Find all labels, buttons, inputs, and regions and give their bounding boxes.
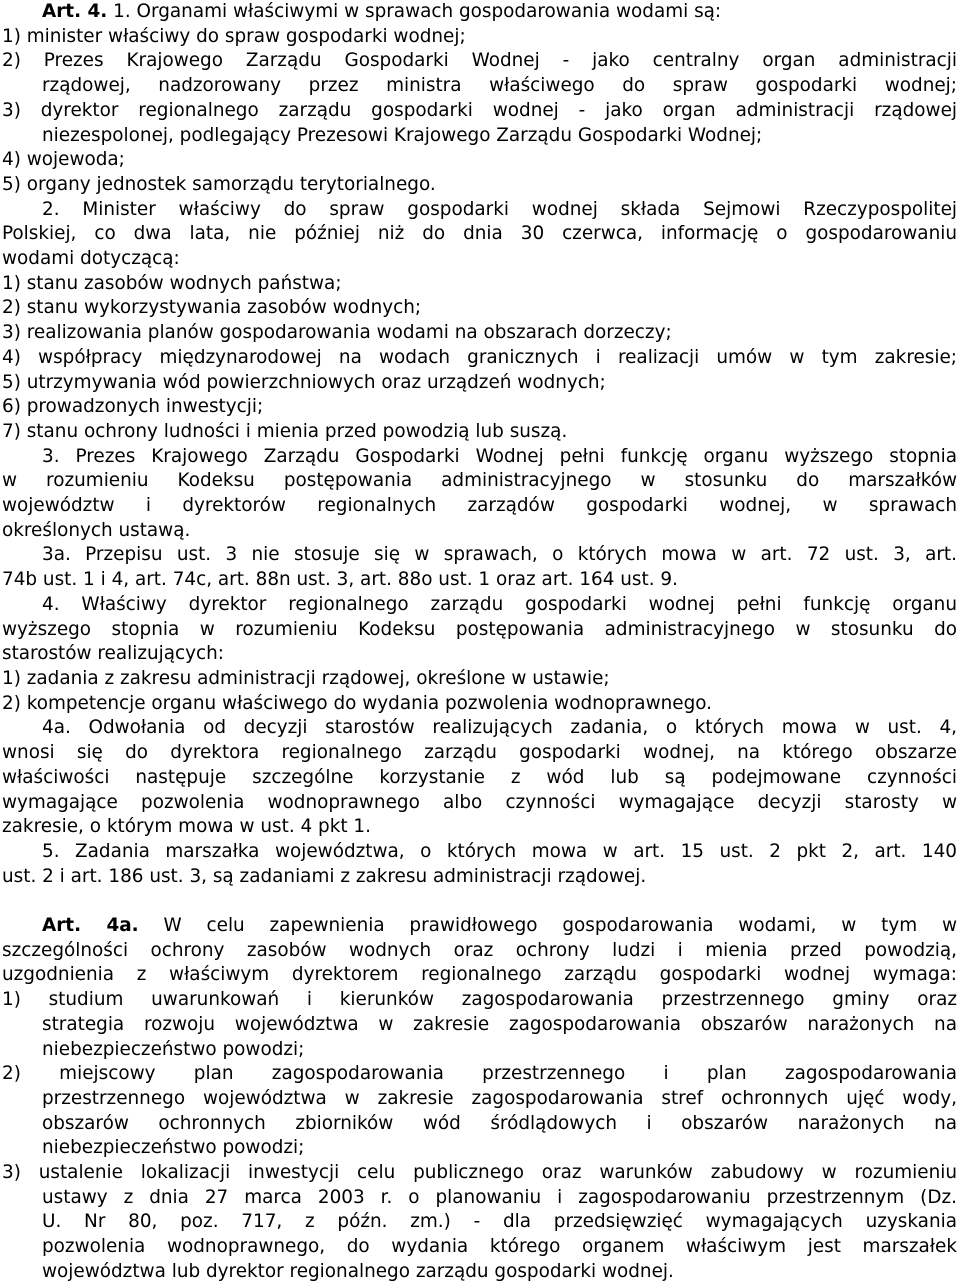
paragraph-line: uzgodnienia z właściwym dyrektorem regionalnego zarządu gospodarki wodnej wymaga: — [2, 964, 957, 986]
paragraph-line: właściwości następuje szczególne korzystanie z wód lub są podejmowane czynności — [2, 766, 957, 788]
paragraph-line: w rozumieniu Kodeksu postępowania administracyjnego w stosunku do marszałków — [2, 470, 957, 492]
paragraph-line: 74b ust. 1 i 4, art. 74c, art. 88n ust. 3, art. 88o ust. 1 oraz art. 164 ust. 9. — [2, 569, 678, 591]
list-item-continuation: rządowej, nadzorowany przez ministra właściwego do spraw gospodarki wodnej; — [42, 75, 957, 97]
list-item: 2) Prezes Krajowego Zarządu Gospodarki Wodnej - jako centralny organ administracji — [2, 50, 957, 72]
art4-heading-line — [42, 0, 957, 25]
paragraph-line: ust. 2 i art. 186 ust. 3, są zadaniami z zakresu administracji rządowej. — [2, 865, 647, 887]
paragraph-line: zakresie, o którym mowa w ust. 4 pkt 1. — [2, 816, 371, 838]
list-item-continuation: województwa lub dyrektor regionalnego zarządu gospodarki wodnej. — [42, 1260, 674, 1282]
list-item: 4) wojewoda; — [2, 149, 125, 171]
paragraph-line: szczególności ochrony zasobów wodnych oraz ochrony ludzi i mienia przed powodzią, — [2, 939, 957, 961]
list-item: 3) realizowania planów gospodarowania wodami na obszarach dorzeczy; — [2, 322, 672, 344]
art4-heading: Art. 4. — [42, 1, 108, 22]
list-item-continuation: pozwolenia wodnoprawnego, do wydania którego organem właściwym jest marszałek — [42, 1236, 957, 1258]
list-item: 4) współpracy międzynarodowej na wodach granicznych i realizacji umów w tym zakresie; — [2, 346, 957, 368]
art4-ust1-intro: Organami właściwymi w sprawach gospodarowania wodami są: — [130, 1, 722, 22]
list-item-continuation: ustawy z dnia 27 marca 2003 r. o planowaniu i zagospodarowaniu przestrzennym (Dz. — [42, 1186, 957, 1208]
list-item-continuation: niebezpieczeństwo powodzi; — [42, 1038, 305, 1060]
paragraph-line: 3. Prezes Krajowego Zarządu Gospodarki Wodnej pełni funkcję organu wyższego stopnia — [42, 445, 957, 467]
list-item-continuation: U. Nr 80, poz. 717, z późn. zm.) - dla przedsięwzięć wymagających uzyskania — [42, 1211, 957, 1233]
list-item: 1) stanu zasobów wodnych państwa; — [2, 272, 342, 294]
list-item-continuation: przestrzennego województwa w zakresie zagospodarowania stref ochronnych ujęć wody, — [42, 1087, 957, 1109]
paragraph-line: wyższego stopnia w rozumieniu Kodeksu postępowania administracyjnego w stosunku do — [2, 618, 957, 640]
spacer — [2, 889, 957, 914]
paragraph-line: 2. Minister właściwy do spraw gospodarki wodnej składa Sejmowi Rzeczypospolitej — [42, 198, 957, 220]
list-item: 1) zadania z zakresu administracji rządowej, określone w ustawie; — [2, 667, 610, 689]
list-item: 1) minister właściwy do spraw gospodarki wodnej; — [2, 25, 466, 47]
list-item: 6) prowadzonych inwestycji; — [2, 396, 264, 418]
paragraph-line: województw i dyrektorów regionalnych zarządów gospodarki wodnej, w sprawach — [2, 495, 957, 517]
art4a-intro: W celu zapewnienia prawidłowego gospodarowania wodami, w tym w — [138, 915, 957, 936]
list-item: 2) miejscowy plan zagospodarowania przestrzennego i plan zagospodarowania — [2, 1063, 957, 1085]
paragraph-line: wymagające pozwolenia wodnoprawnego albo czynności wymagające decyzji starosty w — [2, 791, 957, 813]
paragraph-line: wodami dotyczącą: — [2, 248, 180, 270]
list-item-continuation: obszarów ochronnych zbiorników wód śródlądowych i obszarów narażonych na — [42, 1112, 957, 1134]
art4-ust1-number: 1. — [113, 1, 131, 22]
list-item: 2) stanu wykorzystywania zasobów wodnych; — [2, 297, 422, 319]
list-item: 5) organy jednostek samorządu terytorialnego. — [2, 173, 436, 195]
list-item-continuation: strategia rozwoju województwa w zakresie zagospodarowania obszarów narażonych na — [42, 1013, 957, 1035]
paragraph-line: Polskiej, co dwa lata, nie później niż do dnia 30 czerwca, informację o gospodarowaniu — [2, 223, 957, 245]
paragraph-line: starostów realizujących: — [2, 643, 225, 665]
list-item: 3) dyrektor regionalnego zarządu gospodarki wodnej - jako organ administracji rządowej — [2, 99, 957, 121]
paragraph-line: wnosi się do dyrektora regionalnego zarządu gospodarki wodnej, na którego obszarze — [2, 742, 957, 764]
list-item: 3) ustalenie lokalizacji inwestycji celu publicznego oraz warunków zabudowy w rozumieniu — [2, 1162, 957, 1184]
list-item: 5) utrzymywania wód powierzchniowych oraz urządzeń wodnych; — [2, 371, 606, 393]
list-item: 1) studium uwarunkowań i kierunków zagospodarowania przestrzennego gminy oraz — [2, 989, 957, 1011]
list-item: 2) kompetencje organu właściwego do wydania pozwolenia wodnoprawnego. — [2, 692, 713, 714]
art4a-heading: Art. 4a. — [42, 915, 139, 936]
list-item-continuation: niezespolonej, podlegający Prezesowi Krajowego Zarządu Gospodarki Wodnej; — [42, 124, 763, 146]
list-item-continuation: niebezpieczeństwo powodzi; — [42, 1137, 305, 1159]
paragraph-line: 5. Zadania marszałka województwa, o których mowa w art. 15 ust. 2 pkt 2, art. 140 — [42, 840, 957, 862]
paragraph-line: 3a. Przepisu ust. 3 nie stosuje się w sprawach, o których mowa w art. 72 ust. 3, art. — [42, 544, 957, 566]
list-item: 7) stanu ochrony ludności i mienia przed powodzią lub suszą. — [2, 420, 568, 442]
art4a-heading-line — [2, 914, 957, 939]
paragraph-line: 4a. Odwołania od decyzji starostów realizujących zadania, o których mowa w ust. 4, — [42, 717, 957, 739]
paragraph-line: 4. Właściwy dyrektor regionalnego zarządu gospodarki wodnej pełni funkcję organu — [42, 593, 957, 615]
paragraph-line: określonych ustawą. — [2, 519, 191, 541]
